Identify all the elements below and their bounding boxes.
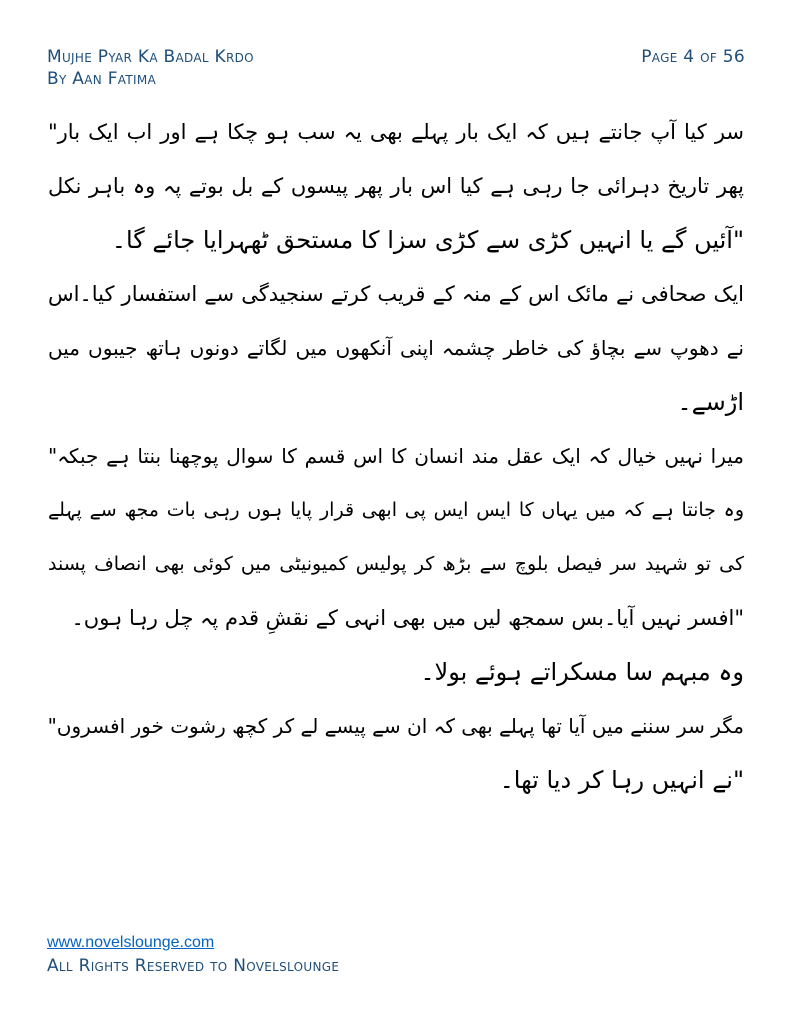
text-line: وہ مبہم سا مسکراتے ہوئے بولا۔ xyxy=(420,658,744,686)
text-line: میرا نہیں خیال کہ ایک عقل مند انسان کا اس قسم کا سوال پوچھنا بنتا ہے جبکہ" xyxy=(48,444,744,468)
author-name: By Aan Fatima xyxy=(47,69,157,89)
page-header-left xyxy=(47,46,254,90)
text-line: اڑسے۔ xyxy=(677,388,744,416)
page-number: Page 4 of 56 xyxy=(641,47,745,67)
novel-title: Mujhe Pyar Ka Badal Krdo xyxy=(47,47,254,67)
text-line: وہ جانتا ہے کہ میں یہاں کا ایس ایس پی ابھی قرار پایا ہوں رہی بات مجھ سے پہلے xyxy=(48,499,744,521)
text-line: کی تو شہید سر فیصل بلوچ سے بڑھ کر پولیس کمیونیٹی میں کوئی بھی انصاف پسند xyxy=(48,553,744,575)
text-line: پھر تاریخ دہرائی جا رہی ہے کیا اس بار پھر پیسوں کے بل بوتے پہ وہ باہر نکل xyxy=(48,174,744,198)
text-line: "آئیں گے یا انہیں کڑی سے کڑی سزا کا مستحق ٹھہرایا جائے گا۔ xyxy=(111,226,744,254)
novel-body xyxy=(48,105,744,807)
text-line: سر کیا آپ جانتے ہیں کہ ایک بار پہلے بھی یہ سب ہو چکا ہے اور اب ایک بار" xyxy=(48,120,744,144)
text-line: ایک صحافی نے مائک اس کے منہ کے قریب کرتے سنجیدگی سے استفسار کیا۔اس xyxy=(48,282,744,306)
text-line: مگر سر سننے میں آیا تھا پہلے بھی کہ ان سے پیسے لے کر کچھ رشوت خور افسروں" xyxy=(47,714,744,738)
text-line: "نے انہیں رہا کر دیا تھا۔ xyxy=(499,766,744,794)
website-link[interactable]: www.novelslounge.com xyxy=(47,934,215,951)
text-line: "افسر نہیں آیا۔بس سمجھ لیں میں بھی انہی کے نقشِ قدم پہ چل رہا ہوں۔ xyxy=(71,606,744,630)
text-line: نے دھوپ سے بچاؤ کی خاطر چشمہ اپنی آنکھوں میں لگاتے دونوں ہاتھ جیبوں میں xyxy=(48,336,744,360)
rights-notice: All Rights Reserved to Novelslounge xyxy=(47,956,340,976)
